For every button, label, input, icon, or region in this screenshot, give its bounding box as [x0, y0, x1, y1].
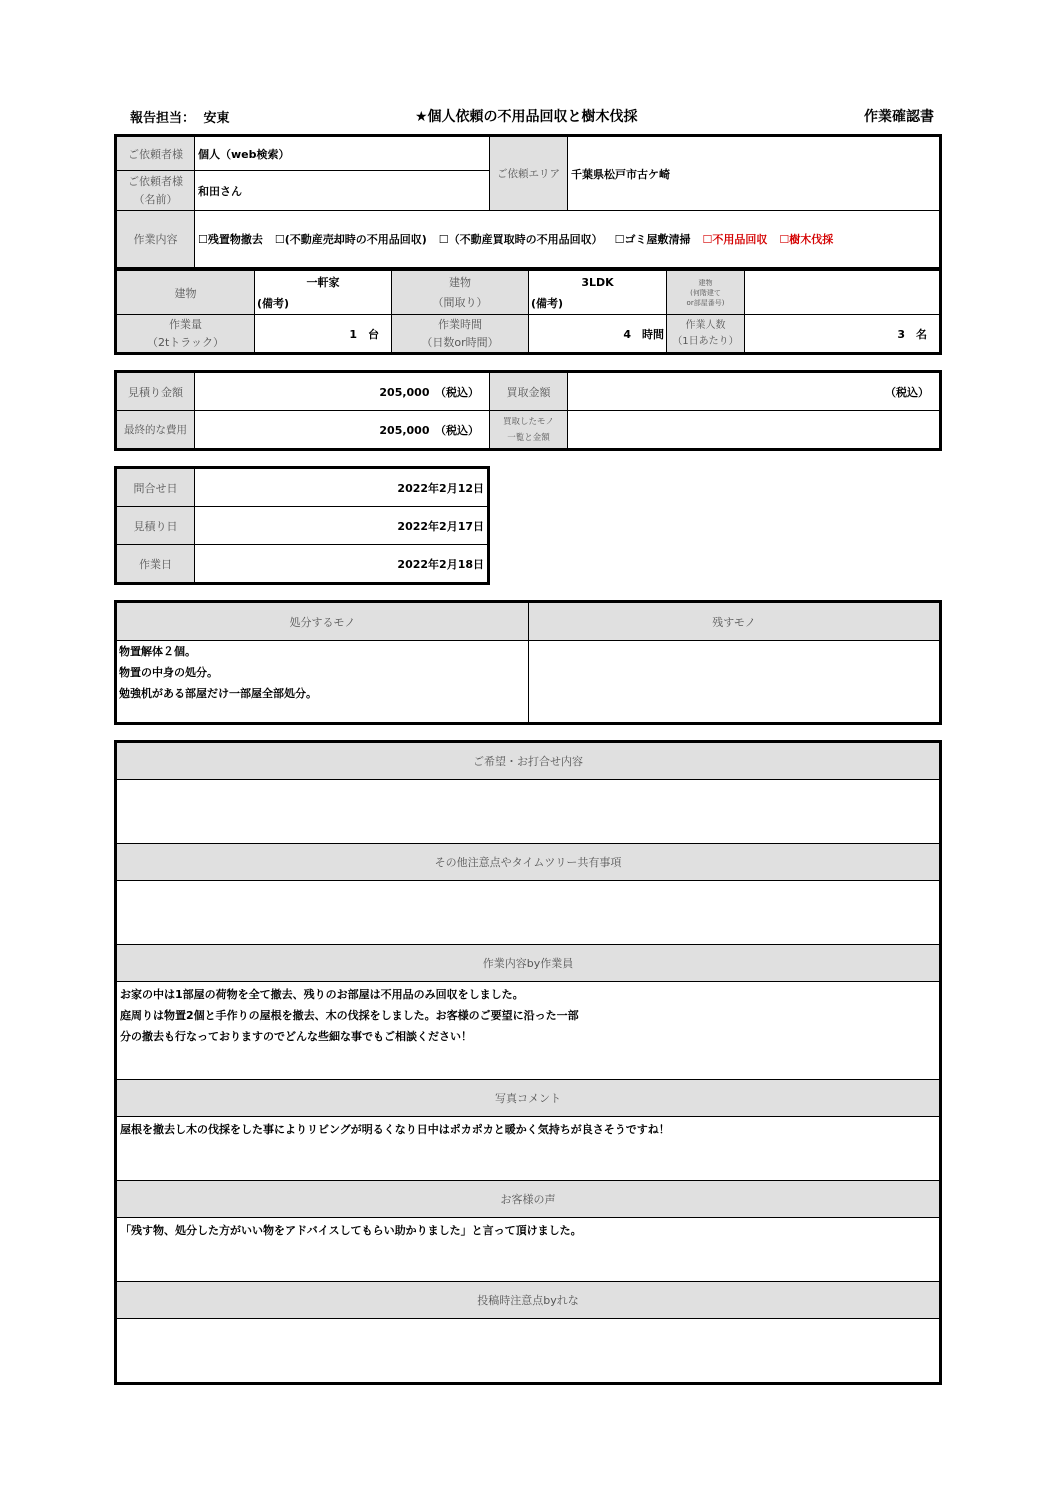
building-type-value: 一軒家: [306, 275, 340, 289]
purchased-items-label: [490, 411, 568, 449]
notes-table: [116, 742, 940, 1383]
purchase-label: 買取金額: [490, 373, 568, 411]
section-line: 「残す物、処分した方がいい物をアドバイスしてもらい助かりました」と言って頂けました。: [120, 1224, 582, 1237]
people-label-line1: 作業人数: [685, 319, 726, 331]
building-type-cell: [255, 271, 392, 315]
work-option-checkbox[interactable]: ☐（不動産買取時の不用品回収）: [438, 233, 603, 246]
time-label-line1: 作業時間: [438, 317, 482, 331]
section-body: [117, 1218, 940, 1282]
keep-list: [529, 641, 940, 723]
list-item: 物置の中身の処分。: [119, 666, 218, 679]
section-body: [117, 982, 940, 1080]
final-cost-label: 最終的な費用: [117, 411, 195, 449]
date-label: 見積り日: [117, 507, 195, 545]
time-label: [392, 315, 529, 353]
reporter: [130, 107, 230, 126]
dispose-list: [117, 641, 529, 723]
list-item: 物置解体２個。: [119, 645, 196, 658]
date-row: [117, 507, 488, 545]
date-value: 2022年2月12日: [195, 469, 488, 507]
floor-label-line3: or部屋番号): [686, 298, 725, 307]
document-type: 作業確認書: [864, 109, 934, 125]
client-value: 個人（web検索）: [195, 137, 490, 171]
layout-label-line1: 建物: [449, 275, 471, 289]
time-value: 4 時間: [529, 315, 667, 353]
estimate-label: 見積り金額: [117, 373, 195, 411]
people-label-line2: （1日あたり）: [672, 335, 739, 347]
pricing-table: [116, 372, 940, 449]
time-label-line2: （日数or時間）: [421, 335, 499, 349]
building-table: [116, 270, 940, 353]
date-label: 作業日: [117, 545, 195, 583]
work-content-options: [195, 211, 940, 268]
floor-label-line1: 建物: [698, 278, 713, 287]
building-label: 建物: [117, 271, 255, 315]
section-header: 写真コメント: [117, 1080, 940, 1117]
work-option-checkbox[interactable]: ☐不用品回収: [702, 233, 768, 246]
client-name-label-line2: （名前）: [133, 192, 178, 206]
floor-value: [745, 271, 940, 315]
final-cost-value: 205,000 （税込）: [195, 411, 490, 449]
date-row: [117, 545, 488, 583]
purchased-items-label-line1: 買取したモノ: [503, 416, 554, 427]
building-note: (備考): [257, 296, 290, 310]
work-option-checkbox[interactable]: ☐ゴミ屋敷清掃: [614, 233, 691, 246]
date-label: 問合せ日: [117, 469, 195, 507]
work-option-checkbox[interactable]: ☐(不動産売却時の不用品回収): [274, 233, 427, 246]
date-row: [117, 469, 488, 507]
keep-header: 残すモノ: [529, 603, 940, 641]
layout-label: [392, 271, 529, 315]
section-header: 投稿時注意点byれな: [117, 1282, 940, 1319]
client-name-label: [117, 171, 195, 211]
floor-label: [667, 271, 745, 315]
estimate-value: 205,000 （税込）: [195, 373, 490, 411]
amount-label: [117, 315, 255, 353]
area-value: 千葉県松戸市古ケ崎: [568, 137, 940, 211]
section-line: 庭周りは物置2個と手作りの屋根を撤去、木の伐採をしました。お客様のご要望に沿った一部: [120, 1009, 579, 1022]
section-line: 屋根を撤去し木の伐採をした事によりリビングが明るくなり日中はポカポカと暖かく気持ちが良さそうですね！: [120, 1123, 670, 1136]
section-body: [117, 881, 940, 945]
client-table: [116, 136, 940, 268]
layout-cell: [529, 271, 667, 315]
client-name-value: 和田さん: [195, 171, 490, 211]
client-name-label-line1: ご依頼者様: [128, 174, 183, 188]
purchased-items-value: [568, 411, 940, 449]
section-body: [117, 780, 940, 844]
section-line: お家の中は1部屋の荷物を全て撤去、残りのお部屋は不用品のみ回収をしました。: [120, 988, 524, 1001]
reporter-label: 報告担当：: [130, 111, 196, 126]
work-content-label: 作業内容: [117, 211, 195, 268]
section-body: [117, 1117, 940, 1181]
layout-value: 3LDK: [581, 275, 614, 289]
items-table: [116, 602, 940, 723]
amount-value: 1 台: [255, 315, 392, 353]
dates-table: [116, 468, 488, 583]
amount-label-line2: （2tトラック）: [146, 335, 225, 349]
layout-label-line2: （間取り）: [432, 295, 488, 309]
section-header: ご希望・お打合せ内容: [117, 743, 940, 780]
purchase-value: （税込）: [568, 373, 940, 411]
work-option-checkbox[interactable]: ☐残置物撤去: [198, 233, 263, 246]
reporter-name: 安東: [203, 111, 230, 126]
section-header: その他注意点やタイムツリー共有事項: [117, 844, 940, 881]
date-value: 2022年2月18日: [195, 545, 488, 583]
people-label: [667, 315, 745, 353]
floor-label-line2: (何階建て: [690, 288, 721, 297]
section-header: お客様の声: [117, 1181, 940, 1218]
section-line: 分の撤去も行なっておりますのでどんな些細な事でもご相談ください！: [120, 1030, 472, 1043]
dispose-header: 処分するモノ: [117, 603, 529, 641]
people-value: 3 名: [745, 315, 940, 353]
amount-label-line1: 作業量: [169, 317, 202, 331]
date-value: 2022年2月17日: [195, 507, 488, 545]
work-option-checkbox[interactable]: ☐樹木伐採: [779, 233, 834, 246]
section-header: 作業内容by作業員: [117, 945, 940, 982]
area-label: ご依頼エリア: [490, 137, 568, 211]
document-title: ★個人依頼の不用品回収と樹木伐採: [415, 109, 638, 125]
purchased-items-label-line2: 一覧と金額: [507, 432, 550, 443]
client-label: ご依頼者様: [117, 137, 195, 171]
list-item: 勉強机がある部屋だけ一部屋全部処分。: [119, 687, 317, 700]
layout-note: (備考): [531, 296, 564, 310]
section-body: [117, 1319, 940, 1383]
